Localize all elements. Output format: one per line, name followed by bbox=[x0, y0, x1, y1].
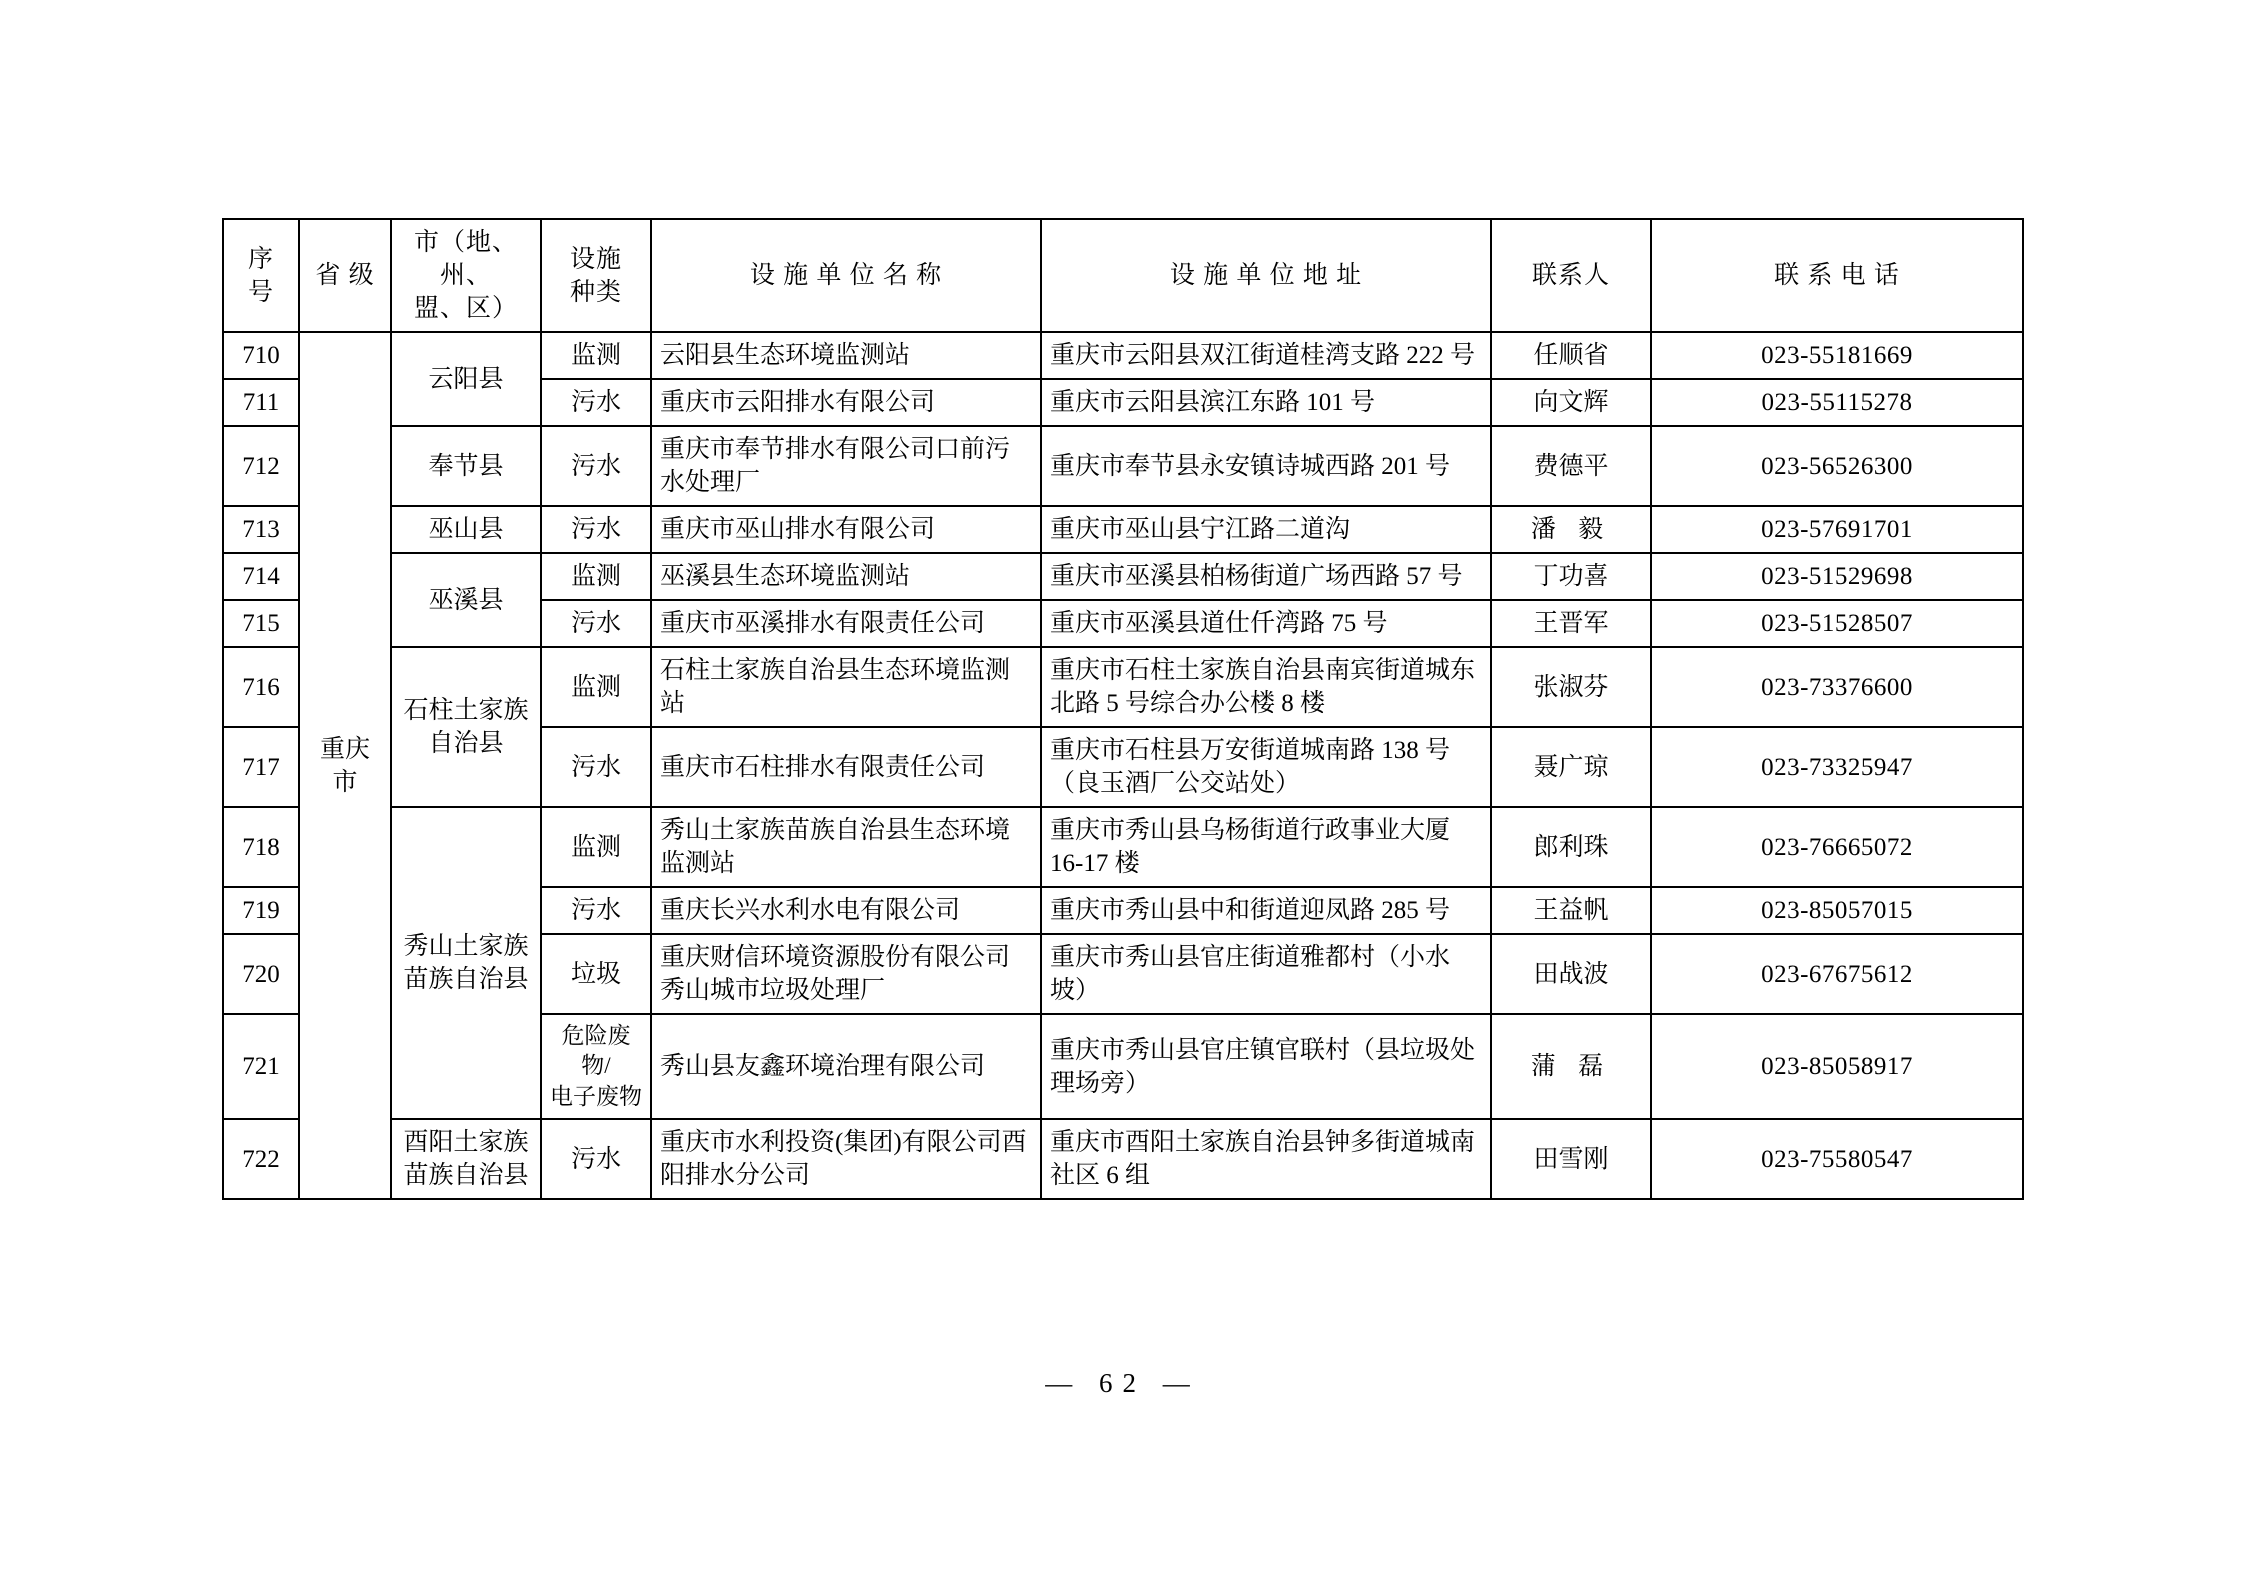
cell-type: 监测 bbox=[541, 332, 651, 379]
cell-name: 重庆市云阳排水有限公司 bbox=[651, 379, 1041, 426]
header-seq-line2: 号 bbox=[247, 278, 274, 306]
cell-type-line2: 电子废物 bbox=[550, 1083, 642, 1109]
cell-name: 秀山县友鑫环境治理有限公司 bbox=[651, 1014, 1041, 1119]
cell-city bbox=[391, 807, 541, 1119]
cell-phone: 023-51528507 bbox=[1651, 600, 2023, 647]
cell-province: 重庆市 bbox=[299, 332, 391, 1199]
cell-address: 重庆市秀山县乌杨街道行政事业大厦16-17 楼 bbox=[1041, 807, 1491, 887]
cell-phone: 023-85057015 bbox=[1651, 887, 2023, 934]
cell-seq: 719 bbox=[223, 887, 299, 934]
cell-type: 污水 bbox=[541, 379, 651, 426]
cell-contact: 郎利珠 bbox=[1491, 807, 1651, 887]
cell-name: 秀山土家族苗族自治县生态环境监测站 bbox=[651, 807, 1041, 887]
header-contact-person: 联系人 bbox=[1491, 219, 1651, 332]
cell-phone: 023-73376600 bbox=[1651, 647, 2023, 727]
cell-phone: 023-55115278 bbox=[1651, 379, 2023, 426]
cell-address: 重庆市秀山县官庄街道雅都村（小水坡） bbox=[1041, 934, 1491, 1014]
header-facility-type bbox=[541, 219, 651, 332]
cell-city-line2: 自治县 bbox=[428, 730, 504, 757]
cell-type: 污水 bbox=[541, 727, 651, 807]
cell-contact: 王晋军 bbox=[1491, 600, 1651, 647]
cell-phone: 023-75580547 bbox=[1651, 1119, 2023, 1199]
cell-contact: 丁功喜 bbox=[1491, 553, 1651, 600]
cell-type: 监测 bbox=[541, 647, 651, 727]
cell-name: 重庆市巫山排水有限公司 bbox=[651, 506, 1041, 553]
cell-address: 重庆市酉阳土家族自治县钟多街道城南社区 6 组 bbox=[1041, 1119, 1491, 1199]
cell-seq: 721 bbox=[223, 1014, 299, 1119]
cell-name: 重庆长兴水利水电有限公司 bbox=[651, 887, 1041, 934]
cell-address: 重庆市石柱土家族自治县南宾街道城东北路 5 号综合办公楼 8 楼 bbox=[1041, 647, 1491, 727]
cell-address: 重庆市奉节县永安镇诗城西路 201 号 bbox=[1041, 426, 1491, 506]
header-facility-name: 设 施 单 位 名 称 bbox=[651, 219, 1041, 332]
cell-contact: 聂广琼 bbox=[1491, 727, 1651, 807]
cell-city-line1: 石柱土家族 bbox=[403, 697, 529, 724]
cell-city bbox=[391, 647, 541, 807]
cell-contact: 田雪刚 bbox=[1491, 1119, 1651, 1199]
cell-type: 污水 bbox=[541, 887, 651, 934]
cell-address: 重庆市秀山县中和街道迎凤路 285 号 bbox=[1041, 887, 1491, 934]
table-row bbox=[223, 647, 2023, 727]
cell-city-line1: 酉阳土家族 bbox=[403, 1129, 529, 1157]
cell-address: 重庆市石柱县万安街道城南路 138 号（良玉酒厂公交站处） bbox=[1041, 727, 1491, 807]
cell-seq: 711 bbox=[223, 379, 299, 426]
table-row bbox=[223, 332, 2023, 379]
table-row bbox=[223, 553, 2023, 600]
cell-phone: 023-51529698 bbox=[1651, 553, 2023, 600]
cell-phone: 023-76665072 bbox=[1651, 807, 2023, 887]
cell-city-line2: 苗族自治县 bbox=[403, 1162, 529, 1190]
cell-seq: 716 bbox=[223, 647, 299, 727]
cell-type: 监测 bbox=[541, 553, 651, 600]
cell-name: 重庆市水利投资(集团)有限公司酉阳排水分公司 bbox=[651, 1119, 1041, 1199]
cell-seq: 720 bbox=[223, 934, 299, 1014]
cell-phone: 023-57691701 bbox=[1651, 506, 2023, 553]
cell-contact: 蒲 磊 bbox=[1491, 1014, 1651, 1119]
cell-city-line1: 秀山土家族 bbox=[403, 933, 529, 961]
cell-contact: 任顺省 bbox=[1491, 332, 1651, 379]
header-seq-line1: 序 bbox=[247, 245, 274, 273]
cell-contact: 费德平 bbox=[1491, 426, 1651, 506]
cell-type-line1: 危险废物/ bbox=[561, 1023, 631, 1079]
cell-contact: 潘 毅 bbox=[1491, 506, 1651, 553]
cell-seq: 715 bbox=[223, 600, 299, 647]
cell-name: 重庆财信环境资源股份有限公司秀山城市垃圾处理厂 bbox=[651, 934, 1041, 1014]
header-seq bbox=[223, 219, 299, 332]
cell-name: 重庆市石柱排水有限责任公司 bbox=[651, 727, 1041, 807]
header-facility-address: 设 施 单 位 地 址 bbox=[1041, 219, 1491, 332]
cell-type bbox=[541, 1014, 651, 1119]
cell-address: 重庆市巫溪县道仕仟湾路 75 号 bbox=[1041, 600, 1491, 647]
facility-table bbox=[222, 218, 2024, 1200]
cell-city bbox=[391, 1119, 541, 1199]
page-number: — 62 — bbox=[1045, 1368, 1200, 1398]
header-type-line2: 种类 bbox=[569, 278, 622, 306]
cell-type: 污水 bbox=[541, 426, 651, 506]
cell-name: 石柱土家族自治县生态环境监测站 bbox=[651, 647, 1041, 727]
header-province: 省 级 bbox=[299, 219, 391, 332]
cell-address: 重庆市巫溪县柏杨街道广场西路 57 号 bbox=[1041, 553, 1491, 600]
cell-name: 重庆市奉节排水有限公司口前污水处理厂 bbox=[651, 426, 1041, 506]
table-row bbox=[223, 1119, 2023, 1199]
cell-city: 奉节县 bbox=[391, 426, 541, 506]
table-body bbox=[223, 332, 2023, 1199]
table-header-row bbox=[223, 219, 2023, 332]
cell-type: 污水 bbox=[541, 506, 651, 553]
table-row bbox=[223, 426, 2023, 506]
cell-phone: 023-67675612 bbox=[1651, 934, 2023, 1014]
table-row bbox=[223, 506, 2023, 553]
cell-seq: 713 bbox=[223, 506, 299, 553]
header-contact-phone: 联 系 电 话 bbox=[1651, 219, 2023, 332]
cell-phone: 023-56526300 bbox=[1651, 426, 2023, 506]
facility-table-container bbox=[222, 218, 2022, 1200]
cell-name: 巫溪县生态环境监测站 bbox=[651, 553, 1041, 600]
cell-phone: 023-85058917 bbox=[1651, 1014, 2023, 1119]
table-header bbox=[223, 219, 2023, 332]
cell-seq: 710 bbox=[223, 332, 299, 379]
cell-phone: 023-55181669 bbox=[1651, 332, 2023, 379]
cell-address: 重庆市云阳县滨江东路 101 号 bbox=[1041, 379, 1491, 426]
cell-city: 云阳县 bbox=[391, 332, 541, 426]
cell-contact: 田战波 bbox=[1491, 934, 1651, 1014]
cell-city-line2: 苗族自治县 bbox=[403, 966, 529, 994]
cell-phone: 023-73325947 bbox=[1651, 727, 2023, 807]
cell-seq: 722 bbox=[223, 1119, 299, 1199]
cell-contact: 王益帆 bbox=[1491, 887, 1651, 934]
cell-seq: 714 bbox=[223, 553, 299, 600]
header-city-line2: 盟、区） bbox=[413, 295, 518, 322]
cell-address: 重庆市云阳县双江街道桂湾支路 222 号 bbox=[1041, 332, 1491, 379]
cell-type: 污水 bbox=[541, 1119, 651, 1199]
cell-type: 污水 bbox=[541, 600, 651, 647]
cell-type: 监测 bbox=[541, 807, 651, 887]
cell-address: 重庆市巫山县宁江路二道沟 bbox=[1041, 506, 1491, 553]
cell-contact: 张淑芬 bbox=[1491, 647, 1651, 727]
cell-city: 巫溪县 bbox=[391, 553, 541, 647]
cell-seq: 712 bbox=[223, 426, 299, 506]
cell-type: 垃圾 bbox=[541, 934, 651, 1014]
cell-city: 巫山县 bbox=[391, 506, 541, 553]
cell-contact: 向文辉 bbox=[1491, 379, 1651, 426]
cell-name: 重庆市巫溪排水有限责任公司 bbox=[651, 600, 1041, 647]
cell-address: 重庆市秀山县官庄镇官联村（县垃圾处理场旁） bbox=[1041, 1014, 1491, 1119]
header-city bbox=[391, 219, 541, 332]
table-row bbox=[223, 807, 2023, 887]
header-type-line1: 设施 bbox=[569, 245, 622, 273]
header-city-line1: 市（地、州、 bbox=[413, 229, 518, 289]
cell-seq: 718 bbox=[223, 807, 299, 887]
cell-seq: 717 bbox=[223, 727, 299, 807]
cell-name: 云阳县生态环境监测站 bbox=[651, 332, 1041, 379]
